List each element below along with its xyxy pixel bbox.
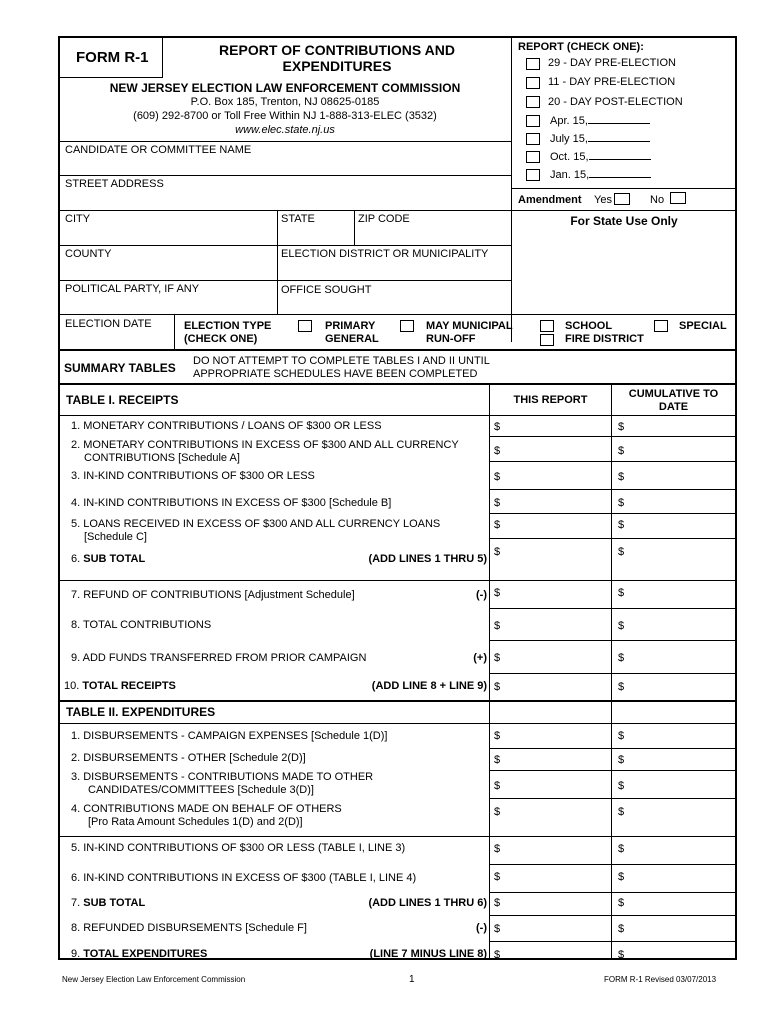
opt-july: July 15,	[550, 133, 588, 145]
check-29-day[interactable]	[526, 58, 540, 70]
election-date-label: ELECTION DATE	[65, 318, 152, 330]
candidate-label: CANDIDATE OR COMMITTEE NAME	[65, 144, 252, 156]
row-label-text: 5. LOANS RECEIVED IN EXCESS OF $300 AND ALL CURRENCY LOANS	[71, 518, 441, 530]
row-label	[71, 897, 145, 910]
row-suffix: (-)	[476, 589, 487, 601]
check-20-day[interactable]	[526, 96, 540, 108]
footer-revision: FORM R-1 Revised 03/07/2013	[604, 975, 717, 984]
county-label: COUNTY	[65, 248, 112, 260]
state-label: STATE	[281, 213, 315, 225]
row-label	[71, 922, 307, 935]
row-label-continued: [Schedule C]	[84, 531, 147, 543]
form-id: FORM R-1	[76, 49, 149, 66]
this-report-amount[interactable]: $	[494, 780, 501, 792]
type-primary: PRIMARY	[325, 320, 376, 332]
row-suffix: (-)	[476, 922, 487, 934]
office-input[interactable]	[279, 296, 510, 315]
cumulative-amount[interactable]: $	[618, 871, 625, 883]
frame-right	[735, 36, 737, 960]
this-report-amount[interactable]: $	[494, 897, 501, 909]
row-label	[71, 420, 382, 433]
row-divider	[489, 489, 737, 490]
cumulative-amount[interactable]: $	[618, 587, 625, 599]
row-divider	[58, 580, 737, 581]
row-label-text: 2. MONETARY CONTRIBUTIONS IN EXCESS OF $300 AND ALL CURRENCY	[71, 439, 459, 451]
row-label-text: 5. IN-KIND CONTRIBUTIONS OF $300 OR LESS (TABLE I, LINE 3)	[71, 842, 406, 854]
row-label	[71, 771, 373, 784]
this-report-amount[interactable]: $	[494, 587, 501, 599]
col-cumulative-line1: CUMULATIVE TO	[628, 388, 719, 400]
row-label	[71, 470, 315, 483]
row-label	[71, 497, 391, 510]
opt-jan: Jan. 15,	[550, 169, 590, 181]
type-special: SPECIAL	[679, 320, 727, 332]
opt-apr: Apr. 15,	[550, 115, 588, 127]
opt-29-day: 29 - DAY PRE-ELECTION	[548, 57, 676, 69]
row-divider	[489, 673, 737, 674]
row-label-text: 8. REFUNDED DISBURSEMENTS [Schedule F]	[71, 922, 307, 934]
this-report-amount[interactable]: $	[494, 519, 501, 531]
cumulative-amount[interactable]: $	[618, 421, 625, 433]
row-label-text: 6.	[71, 553, 84, 565]
cumulative-amount[interactable]: $	[618, 519, 625, 531]
check-11-day[interactable]	[526, 77, 540, 89]
check-apr[interactable]	[526, 115, 540, 127]
city-input[interactable]	[60, 225, 276, 244]
this-report-amount[interactable]: $	[494, 445, 501, 457]
this-report-amount[interactable]: $	[494, 730, 501, 742]
july-year-field[interactable]	[588, 131, 650, 142]
county-input[interactable]	[60, 260, 276, 279]
row-label-text: 6. IN-KIND CONTRIBUTIONS IN EXCESS OF $300 (TABLE I, LINE 4)	[71, 872, 417, 884]
office-label: OFFICE SOUGHT	[281, 284, 372, 296]
party-label: POLITICAL PARTY, IF ANY	[65, 283, 200, 295]
amendment-no-check[interactable]	[670, 192, 686, 204]
agency-website: www.elec.state.nj.us	[235, 124, 335, 136]
city-label: CITY	[65, 213, 91, 225]
election-type-sub: (CHECK ONE)	[184, 333, 258, 345]
row-suffix: (ADD LINES 1 THRU 5)	[368, 553, 487, 565]
cumulative-amount[interactable]: $	[618, 730, 625, 742]
table1-title: TABLE I. RECEIPTS	[66, 393, 179, 407]
row-label	[71, 842, 405, 855]
row-label	[64, 680, 176, 693]
cumulative-amount[interactable]: $	[618, 897, 625, 909]
zip-input[interactable]	[356, 225, 510, 244]
amendment-no-label: No	[650, 194, 665, 206]
cumulative-amount[interactable]: $	[618, 806, 625, 818]
row-divider	[489, 915, 737, 916]
opt-oct: Oct. 15,	[550, 151, 589, 163]
row-label	[71, 752, 306, 765]
agency-phone: (609) 292-8700 or Toll Free Within NJ 1-888-313-ELEC (3532)	[133, 110, 437, 122]
row-suffix: (ADD LINE 8 + LINE 9)	[371, 680, 487, 692]
this-report-amount[interactable]: $	[494, 681, 501, 693]
row-suffix: (+)	[473, 652, 487, 664]
state-use-only: For State Use Only	[570, 214, 678, 228]
cumulative-amount[interactable]: $	[618, 949, 625, 961]
row-label	[71, 589, 355, 602]
row-label-text: 2. DISBURSEMENTS - OTHER [Schedule 2(D)]	[71, 752, 306, 764]
this-report-amount[interactable]: $	[494, 949, 501, 961]
agency-name: NEW JERSEY ELECTION LAW ENFORCEMENT COMMISSION	[109, 81, 461, 95]
amendment-yes-label: Yes	[594, 194, 612, 206]
cumulative-amount[interactable]: $	[618, 546, 625, 558]
row-label	[71, 948, 207, 961]
report-check-title: REPORT (CHECK ONE):	[518, 41, 644, 53]
row-label-text: 1. DISBURSEMENTS - CAMPAIGN EXPENSES [Schedule 1(D)]	[71, 730, 388, 742]
summary-note-line1: DO NOT ATTEMPT TO COMPLETE TABLES I AND II UNTIL	[193, 355, 490, 367]
this-report-amount[interactable]: $	[494, 652, 501, 664]
row-divider	[489, 941, 737, 942]
amendment-label: Amendment	[518, 194, 582, 206]
row-label-text: 10.	[64, 680, 83, 692]
cumulative-amount[interactable]: $	[618, 780, 625, 792]
row-label-bold: SUB TOTAL	[83, 897, 146, 909]
this-report-amount[interactable]: $	[494, 471, 501, 483]
agency-address: P.O. Box 185, Trenton, NJ 08625-0185	[190, 96, 380, 108]
check-fire[interactable]	[540, 334, 554, 346]
opt-20-day: 20 - DAY POST-ELECTION	[548, 96, 683, 108]
footer-commission: New Jersey Election Law Enforcement Commission	[62, 975, 246, 984]
row-label-text: 9.	[71, 948, 84, 960]
summary-note-line2: APPROPRIATE SCHEDULES HAVE BEEN COMPLETED	[193, 368, 478, 380]
type-school: SCHOOL	[565, 320, 613, 332]
table2-title: TABLE II. EXPENDITURES	[66, 705, 216, 719]
row-label	[71, 652, 366, 665]
row-label-continued: CONTRIBUTIONS [Schedule A]	[84, 452, 240, 464]
row-label-text: 3. IN-KIND CONTRIBUTIONS OF $300 OR LESS	[71, 470, 315, 482]
check-jan[interactable]	[526, 169, 540, 181]
row-label-text: 7. REFUND OF CONTRIBUTIONS [Adjustment Schedule]	[71, 589, 355, 601]
row-label	[71, 439, 459, 452]
street-label: STREET ADDRESS	[65, 178, 164, 190]
row-label	[71, 518, 440, 531]
oct-year-field[interactable]	[589, 149, 651, 160]
amendment-yes-check[interactable]	[614, 193, 630, 205]
row-label-continued: [Pro Rata Amount Schedules 1(D) and 2(D)]	[88, 816, 303, 828]
row-divider	[489, 461, 737, 462]
row-label-text: 4. IN-KIND CONTRIBUTIONS IN EXCESS OF $300 [Schedule B]	[71, 497, 392, 509]
candidate-input[interactable]	[60, 156, 510, 175]
cumulative-amount[interactable]: $	[618, 445, 625, 457]
state-input[interactable]	[279, 225, 352, 244]
apr-year-field[interactable]	[588, 113, 650, 124]
district-label: ELECTION DISTRICT OR MUNICIPALITY	[281, 248, 489, 260]
row-label-continued: CANDIDATES/COMMITTEES [Schedule 3(D)]	[88, 784, 314, 796]
cumulative-amount[interactable]: $	[618, 471, 625, 483]
col-cumulative-line2: DATE	[658, 401, 689, 413]
type-municipal: MAY MUNICIPAL	[426, 320, 513, 332]
this-report-amount[interactable]: $	[494, 497, 501, 509]
party-input[interactable]	[60, 295, 276, 314]
row-suffix: (LINE 7 MINUS LINE 8)	[369, 948, 487, 960]
row-label-text: 1. MONETARY CONTRIBUTIONS / LOANS OF $300 OR LESS	[71, 420, 382, 432]
row-label-text: 3. DISBURSEMENTS - CONTRIBUTIONS MADE TO OTHER	[71, 771, 374, 783]
check-july[interactable]	[526, 133, 540, 145]
row-divider	[489, 798, 737, 799]
row-divider	[489, 640, 737, 641]
this-report-amount[interactable]: $	[494, 421, 501, 433]
row-divider	[489, 538, 737, 539]
row-divider	[489, 770, 737, 771]
this-report-amount[interactable]: $	[494, 620, 501, 632]
type-runoff: RUN-OFF	[426, 333, 476, 345]
district-input[interactable]	[279, 260, 510, 279]
row-divider	[489, 864, 737, 865]
row-label	[71, 803, 342, 816]
check-municipal[interactable]	[400, 320, 414, 332]
jan-year-field[interactable]	[589, 167, 651, 178]
row-divider	[58, 836, 737, 837]
row-divider	[489, 892, 737, 893]
row-label-text: 9. ADD FUNDS TRANSFERRED FROM PRIOR CAMPAIGN	[71, 652, 367, 664]
type-general: GENERAL	[325, 333, 379, 345]
row-divider	[489, 748, 737, 749]
row-label-bold: TOTAL EXPENDITURES	[83, 948, 208, 960]
row-divider	[489, 513, 737, 514]
row-label-bold: SUB TOTAL	[83, 553, 146, 565]
zip-label: ZIP CODE	[358, 213, 410, 225]
row-label	[71, 872, 416, 885]
cumulative-amount[interactable]: $	[618, 681, 625, 693]
this-report-amount[interactable]: $	[494, 871, 501, 883]
cumulative-amount[interactable]: $	[618, 497, 625, 509]
row-divider	[489, 608, 737, 609]
election-date-input[interactable]	[60, 330, 172, 349]
type-fire: FIRE DISTRICT	[565, 333, 644, 345]
form-title-line2: EXPENDITURES	[282, 58, 392, 74]
this-report-amount[interactable]: $	[494, 843, 501, 855]
cumulative-amount[interactable]: $	[618, 620, 625, 632]
cumulative-amount[interactable]: $	[618, 923, 625, 935]
street-input[interactable]	[60, 190, 510, 209]
row-label-bold: TOTAL RECEIPTS	[82, 680, 176, 692]
check-special[interactable]	[654, 320, 668, 332]
row-label	[71, 553, 145, 566]
election-type-label: ELECTION TYPE	[184, 320, 272, 332]
cumulative-amount[interactable]: $	[618, 843, 625, 855]
row-label-text: 8. TOTAL CONTRIBUTIONS	[71, 619, 212, 631]
row-label	[71, 619, 211, 632]
cumulative-amount[interactable]: $	[618, 652, 625, 664]
footer-page-number: 1	[409, 974, 415, 985]
check-school[interactable]	[540, 320, 554, 332]
this-report-amount[interactable]: $	[494, 546, 501, 558]
check-primary[interactable]	[298, 320, 312, 332]
cumulative-amount[interactable]: $	[618, 754, 625, 766]
this-report-amount[interactable]: $	[494, 754, 501, 766]
check-oct[interactable]	[526, 151, 540, 163]
row-label-text: 4. CONTRIBUTIONS MADE ON BEHALF OF OTHERS	[71, 803, 342, 815]
form-title-line1: REPORT OF CONTRIBUTIONS AND	[219, 42, 455, 58]
row-label-text: 7.	[71, 897, 84, 909]
frame-top	[58, 36, 737, 38]
row-divider	[489, 436, 737, 437]
summary-title: SUMMARY TABLES	[64, 361, 176, 375]
row-label	[71, 730, 387, 743]
this-report-amount[interactable]: $	[494, 806, 501, 818]
col-this-report: THIS REPORT	[513, 394, 588, 406]
row-suffix: (ADD LINES 1 THRU 6)	[368, 897, 487, 909]
opt-11-day: 11 - DAY PRE-ELECTION	[548, 76, 676, 88]
this-report-amount[interactable]: $	[494, 923, 501, 935]
